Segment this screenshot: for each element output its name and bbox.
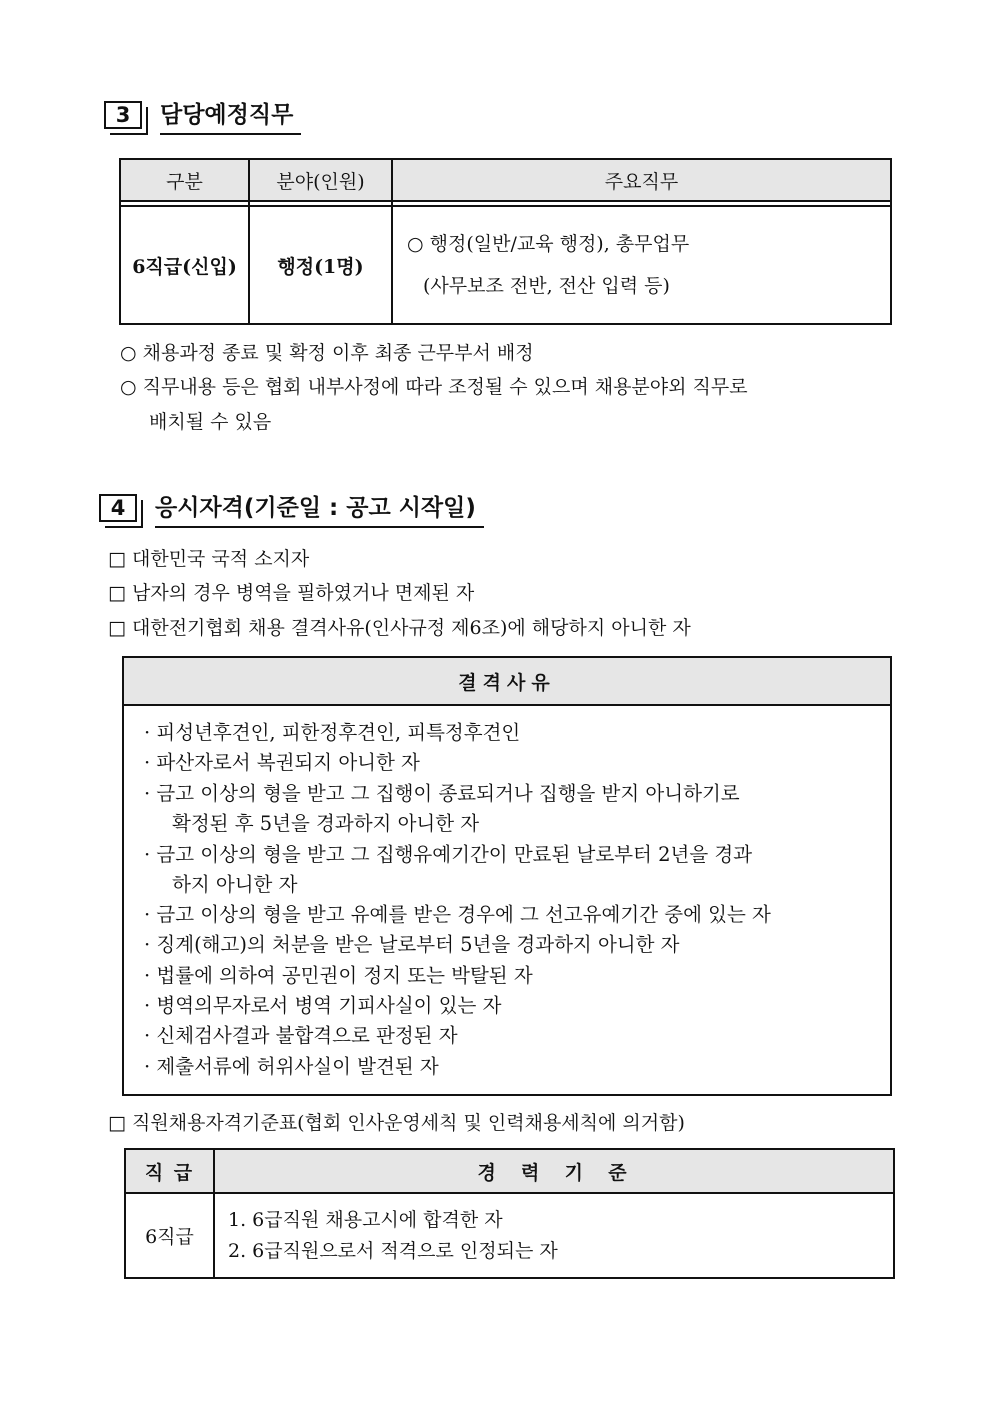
disqualification-item: · 법률에 의하여 공민권이 정지 또는 박탈된 자 [144,964,533,987]
section-4-header [99,494,529,534]
disqualification-item: · 신체검사결과 불합격으로 판정된 자 [144,1024,458,1047]
header-career-standard: 경 력 기 준 [477,1161,631,1184]
cell-grade: 6직급(신입) [132,255,237,278]
cell-duty-line: (사무보조 전반, 전산 입력 등) [423,275,670,297]
disqualification-item: · 병역의무자로서 병역 기피사실이 있는 자 [144,994,502,1017]
header-grade: 직 급 [144,1161,195,1184]
section-title: 담당예정직무 [160,100,301,135]
section-number: 3 [104,101,142,129]
header-duty: 주요직무 [604,170,679,193]
disqualification-item: · 금고 이상의 형을 받고 유예를 받은 경우에 그 선고유예기간 중에 있는 자 [144,903,771,926]
standard-table [124,1148,895,1279]
disqualification-item: 확정된 후 5년을 경과하지 아니한 자 [172,812,480,835]
disqualification-item: · 금고 이상의 형을 받고 그 집행이 종료되거나 집행을 받지 아니하기로 [144,782,740,805]
criteria-item: □ 대한민국 국적 소지자 [108,548,310,570]
disqualification-header: 결격사유 [124,658,890,706]
cell-duty-line: ○ 행정(일반/교육 행정), 총무업무 [407,233,690,255]
section-3-header [104,101,344,141]
criteria-item: □ 대한전기협회 채용 결격사유(인사규정 제6조)에 해당하지 아니한 자 [108,617,691,639]
disqualification-item: · 피성년후견인, 피한정후견인, 피특정후견인 [144,721,521,744]
note-line: 배치될 수 있음 [149,411,272,433]
disqualification-item: · 징계(해고)의 처분을 받은 날로부터 5년을 경과하지 아니한 자 [144,933,680,956]
disqualification-item: · 금고 이상의 형을 받고 그 집행유예기간이 만료된 날로부터 2년을 경과 [144,843,753,866]
disqualification-item: · 제출서류에 허위사실이 발견된 자 [144,1055,439,1078]
header-category: 구분 [166,170,203,193]
career-line: 1. 6급직원 채용고시에 합격한 자 [228,1209,503,1231]
career-line: 2. 6급직원으로서 적격으로 인정되는 자 [228,1240,558,1262]
cell-field: 행정(1명) [277,255,364,278]
section-number: 4 [99,494,137,522]
disqualification-table [122,656,892,1096]
header-field: 분야(인원) [276,170,365,193]
disqualification-item: 하지 아니한 자 [172,873,298,896]
disqualification-item: · 파산자로서 복권되지 아니한 자 [144,751,420,774]
duty-table [119,158,892,325]
standard-title: □ 직원채용자격기준표(협회 인사운영세칙 및 인력채용세칙에 의거함) [108,1112,685,1134]
cell-grade: 6직급 [145,1226,194,1248]
section-title: 응시자격(기준일 : 공고 시작일) [155,493,484,528]
note-line: ○ 채용과정 종료 및 확정 이후 최종 근무부서 배정 [120,342,534,364]
criteria-item: □ 남자의 경우 병역을 필하였거나 면제된 자 [108,582,475,604]
note-line: ○ 직무내용 등은 협회 내부사정에 따라 조정될 수 있으며 채용분야외 직무로 [120,376,748,398]
